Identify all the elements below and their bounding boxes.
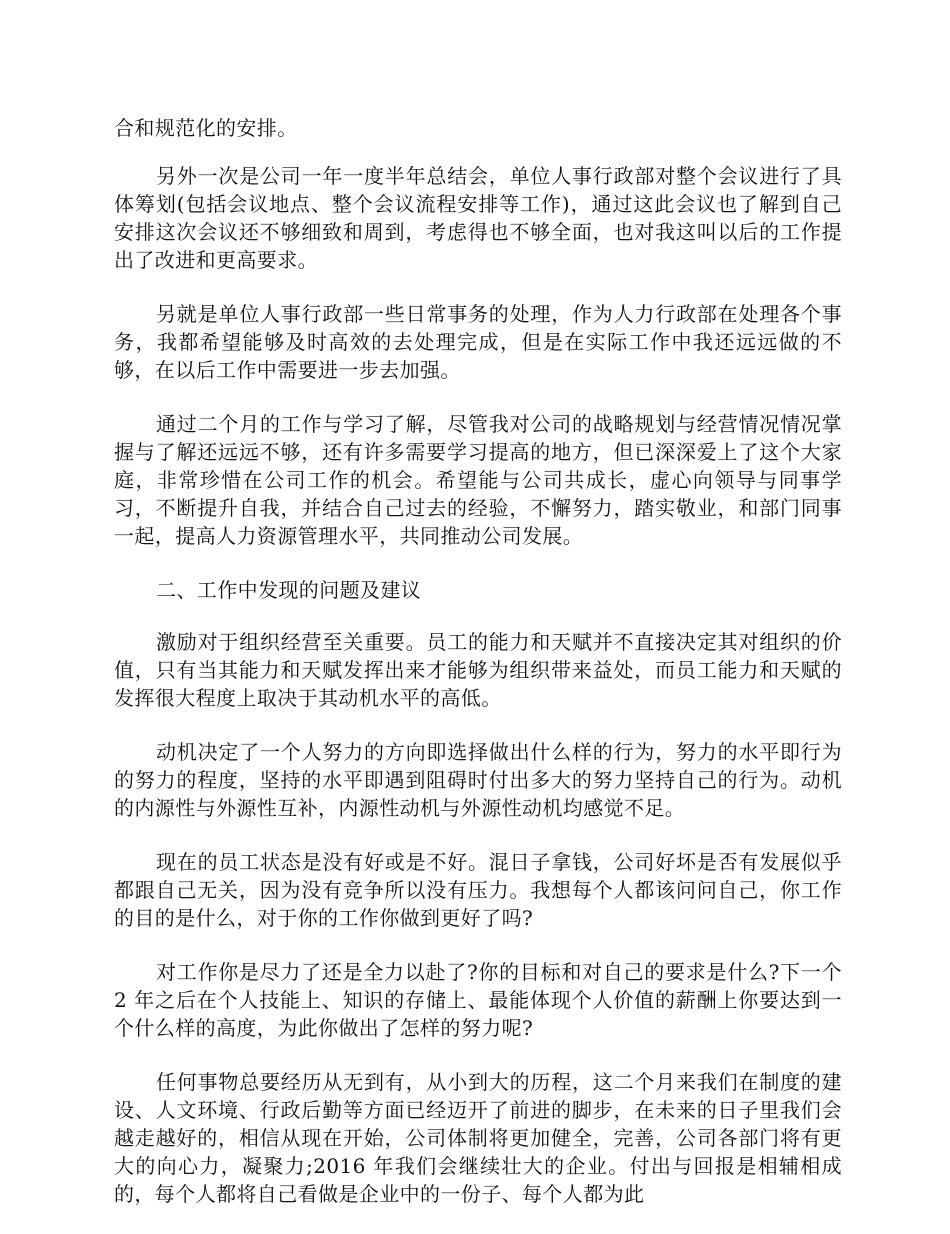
paragraph-goals-questions: 对工作你是尽力了还是全力以赴了?你的目标和对自己的要求是什么?下一个 2 年之后在个人技能上、知识的存储上、最能体现个人价值的薪酬上你要达到一个什么样的高度，为此你做出了怎样的努力呢? (114, 960, 842, 1040)
paragraph-motivation-definition: 动机决定了一个人努力的方向即选择做出什么样的行为，努力的水平即行为的努力的程度，坚持的水平即遇到阻碍时付出多大的努力坚持自己的行为。动机的内源性与外源性互补，内源性动机与外源性动机均感觉不足。 (114, 740, 842, 820)
paragraph-summary-meeting: 另外一次是公司一年一度半年总结会，单位人事行政部对整个会议进行了具体筹划(包括会议地点、整个会议流程安排等工作)，通过这此会议也了解到自己安排这次会议还不够细致和周到，考虑得也不够全面，也对我这叫以后的工作提出了改进和更高要求。 (114, 164, 842, 272)
paragraph-continuation: 合和规范化的安排。 (114, 116, 298, 140)
paragraph-daily-affairs: 另就是单位人事行政部一些日常事务的处理，作为人力行政部在处理各个事务，我都希望能够及时高效的去处理完成，但是在实际工作中我还远远做的不够，在以后工作中需要进一步去加强。 (114, 302, 842, 382)
document-body (114, 114, 842, 1234)
paragraph-future-outlook: 任何事物总要经历从无到有，从小到大的历程，这二个月来我们在制度的建设、人文环境、行政后勤等方面已经迈开了前进的脚步，在未来的日子里我们会越走越好的，相信从现在开始，公司体制将更加健全，完善，公司各部门将有更大的向心力，凝聚力;2016 年我们会继续壮大的企业。付出与回报是相辅相成的，每个人都将自己看做是企业中的一份子、每个人都为此 (114, 1070, 842, 1206)
paragraph-two-months-learning: 通过二个月的工作与学习了解，尽管我对公司的战略规划与经营情况情况掌握与了解还远远不够，还有许多需要学习提高的地方，但已深深爱上了这个大家庭，非常珍惜在公司工作的机会。希望能与公司共成长，虚心向领导与同事学习，不断提升自我，并结合自己过去的经验，不懈努力，踏实敬业，和部门同事一起，提高人力资源管理水平，共同推动公司发展。 (114, 412, 842, 548)
paragraph-motivation-importance: 激励对于组织经营至关重要。员工的能力和天赋并不直接决定其对组织的价值，只有当其能力和天赋发挥出来才能够为组织带来益处，而员工能力和天赋的发挥很大程度上取决于其动机水平的高低。 (114, 630, 842, 710)
section-heading-problems-suggestions: 二、工作中发现的问题及建议 (156, 578, 422, 602)
paragraph-employee-status: 现在的员工状态是没有好或是不好。混日子拿钱，公司好坏是否有发展似乎都跟自己无关，因为没有竞争所以没有压力。我想每个人都该问问自己，你工作的目的是什么，对于你的工作你做到更好了吗? (114, 850, 842, 930)
